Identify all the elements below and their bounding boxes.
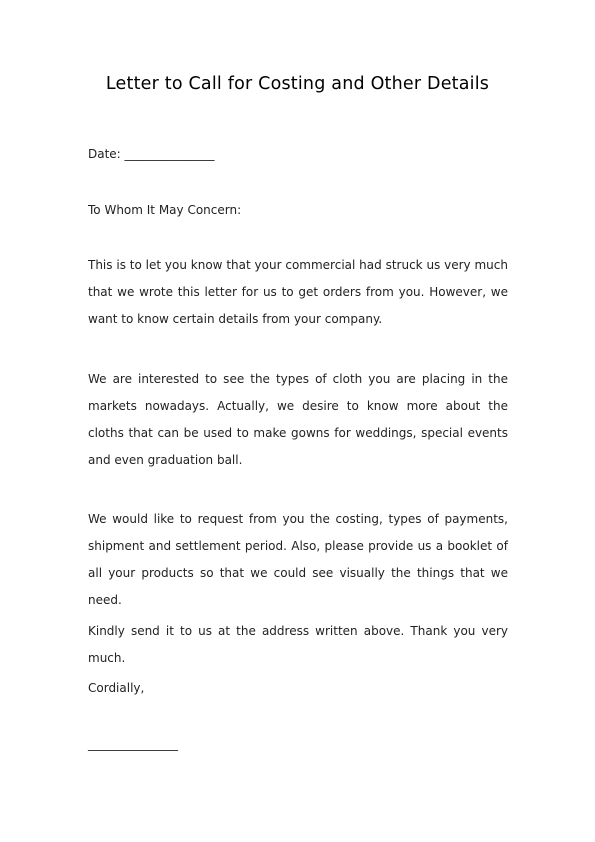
signature-line: _______________ [88, 737, 178, 751]
paragraph-1: This is to let you know that your commercial had struck us very much that we wrote this letter for us to get orders from you. However, we want to know certain details from your company. [88, 258, 508, 326]
salutation: To Whom It May Concern: [88, 203, 242, 217]
closing: Cordially, [88, 681, 145, 695]
letter-title: Letter to Call for Costing and Other Details [105, 74, 490, 94]
paragraph-2: We are interested to see the types of cloth you are placing in the markets nowadays. Actually, we desire to know more about the cloths that can be used to make gowns for weddings, special events and even graduation ball. [88, 372, 508, 467]
paragraph-4: Kindly send it to us at the address written above. Thank you very much. [88, 624, 508, 665]
date-line: Date: _______________ [88, 147, 215, 161]
paragraph-3: We would like to request from you the costing, types of payments, shipment and settlement period. Also, please provide us a booklet of all your products so that we could see visually the things that we need. [88, 512, 508, 607]
